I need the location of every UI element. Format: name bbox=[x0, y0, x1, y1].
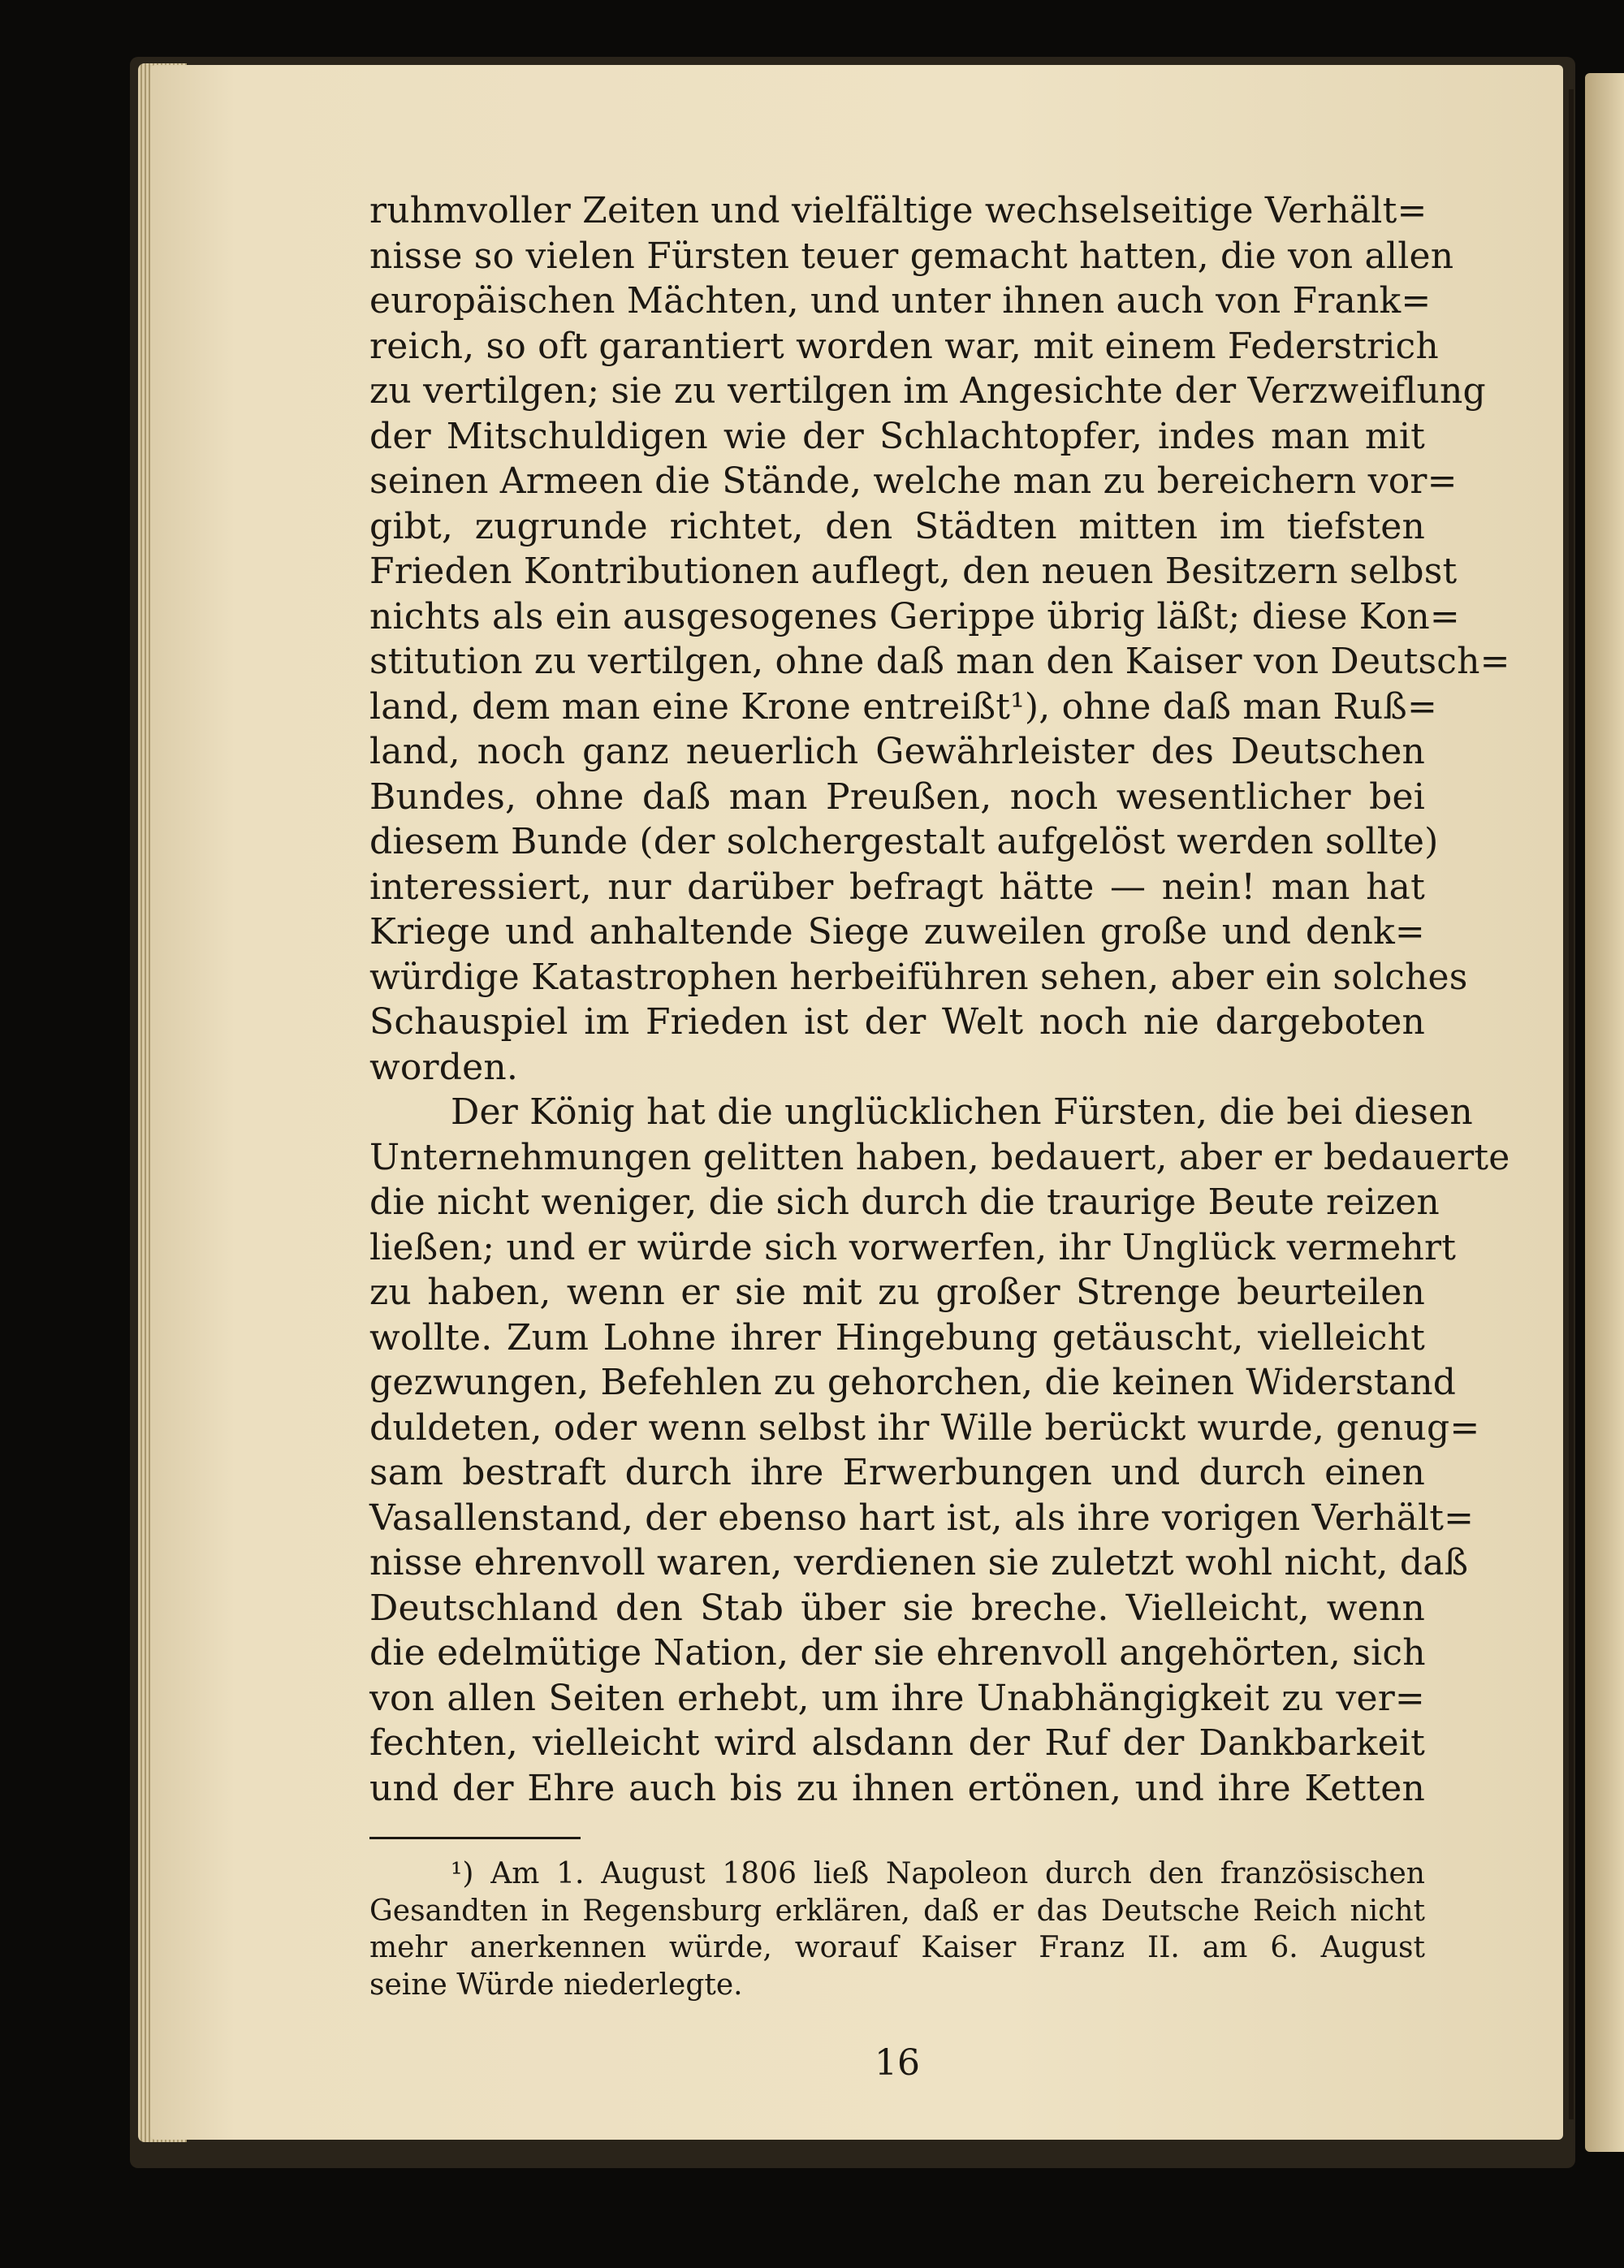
text-line: duldeten, oder wenn selbst ihr Wille berückt wurde, genug= bbox=[369, 1406, 1480, 1449]
next-page-edge bbox=[1585, 73, 1624, 2152]
text-line: Vasallenstand, der ebenso hart ist, als ihre vorigen Verhält= bbox=[369, 1497, 1475, 1539]
text-line: würdige Katastrophen herbeiführen sehen, aber ein solches bbox=[369, 956, 1468, 998]
footnote-line: seine Würde niederlegte. bbox=[369, 1968, 743, 2002]
text-line: die edelmütige Nation, der sie ehrenvoll angehörten, sich bbox=[369, 1632, 1426, 1674]
text-line: nichts als ein ausgesogenes Gerippe übrig läßt; diese Kon= bbox=[369, 595, 1460, 637]
text-line: ruhmvoller Zeiten und vielfältige wechselseitige Verhält= bbox=[369, 190, 1427, 231]
text-line: sam bestraft durch ihre Erwerbungen und durch einen bbox=[369, 1452, 1425, 1493]
text-line: die nicht weniger, die sich durch die traurige Beute reizen bbox=[369, 1182, 1440, 1223]
body-text bbox=[369, 188, 1510, 1811]
page-gutter bbox=[1569, 89, 1574, 2119]
text-line: Deutschland den Stab über sie breche. Vielleicht, wenn bbox=[369, 1587, 1425, 1629]
text-line: nisse so vielen Fürsten teuer gemacht hatten, die von allen bbox=[369, 235, 1454, 277]
text-line: seinen Armeen die Stände, welche man zu bereichern vor= bbox=[369, 460, 1458, 502]
text-line: stitution zu vertilgen, ohne daß man den Kaiser von Deutsch= bbox=[369, 641, 1510, 682]
text-line: Frieden Kontributionen auflegt, den neuen Besitzern selbst bbox=[369, 551, 1458, 592]
footnote-divider bbox=[369, 1837, 581, 1839]
text-line: zu vertilgen; sie zu vertilgen im Angesichte der Verzweiflung bbox=[369, 370, 1486, 412]
text-line: europäischen Mächten, und unter ihnen auch von Frank= bbox=[369, 280, 1432, 322]
text-line: gezwungen, Befehlen zu gehorchen, die keinen Widerstand bbox=[369, 1362, 1457, 1403]
text-line: Bundes, ohne daß man Preußen, noch wesentlicher bei bbox=[369, 775, 1425, 818]
text-line: nisse ehrenvoll waren, verdienen sie zuletzt wohl nicht, daß bbox=[369, 1542, 1469, 1583]
text-line: fechten, vielleicht wird alsdann der Ruf der Dankbarkeit bbox=[369, 1722, 1425, 1764]
footnote-line: ¹) Am 1. August 1806 ließ Napoleon durch den französischen bbox=[451, 1857, 1425, 1890]
footnote bbox=[369, 1855, 1425, 2003]
text-line: interessiert, nur darüber befragt hätte — nein! man hat bbox=[369, 866, 1425, 908]
text-line: Der König hat die unglücklichen Fürsten, die bei diesen bbox=[451, 1091, 1473, 1133]
text-line: Schauspiel im Frieden ist der Welt noch nie dargeboten bbox=[369, 1001, 1425, 1043]
text-line: ließen; und er würde sich vorwerfen, ihr Unglück vermehrt bbox=[369, 1226, 1457, 1268]
text-line: gibt, zugrunde richtet, den Städten mitten im tiefsten bbox=[369, 505, 1425, 547]
text-line: wollte. Zum Lohne ihrer Hingebung getäuscht, vielleicht bbox=[369, 1316, 1425, 1359]
text-line: der Mitschuldigen wie der Schlachtopfer, indes man mit bbox=[369, 415, 1425, 457]
text-line: Kriege und anhaltende Siege zuweilen große und denk= bbox=[369, 911, 1425, 953]
footnote-line: Gesandten in Regensburg erklären, daß er das Deutsche Reich nicht bbox=[369, 1894, 1425, 1928]
text-line: Unternehmungen gelitten haben, bedauert, aber er bedauerte bbox=[369, 1136, 1510, 1178]
text-line: diesem Bunde (der solchergestalt aufgelöst werden sollte) bbox=[369, 821, 1439, 862]
page-number: 16 bbox=[875, 2042, 920, 2084]
text-line: land, dem man eine Krone entreißt¹), ohne daß man Ruß= bbox=[369, 685, 1438, 728]
text-line: und der Ehre auch bis zu ihnen ertönen, und ihre Ketten bbox=[369, 1767, 1425, 1809]
footnote-line: mehr anerkennen würde, worauf Kaiser Franz II. am 6. August bbox=[369, 1931, 1425, 1964]
text-line: von allen Seiten erhebt, um ihre Unabhängigkeit zu ver= bbox=[369, 1677, 1425, 1719]
text-line: zu haben, wenn er sie mit zu großer Strenge beurteilen bbox=[369, 1272, 1425, 1313]
text-line: land, noch ganz neuerlich Gewährleister des Deutschen bbox=[369, 731, 1425, 772]
text-line: worden. bbox=[369, 1046, 519, 1088]
text-line: reich, so oft garantiert worden war, mit einem Federstrich bbox=[369, 325, 1439, 367]
